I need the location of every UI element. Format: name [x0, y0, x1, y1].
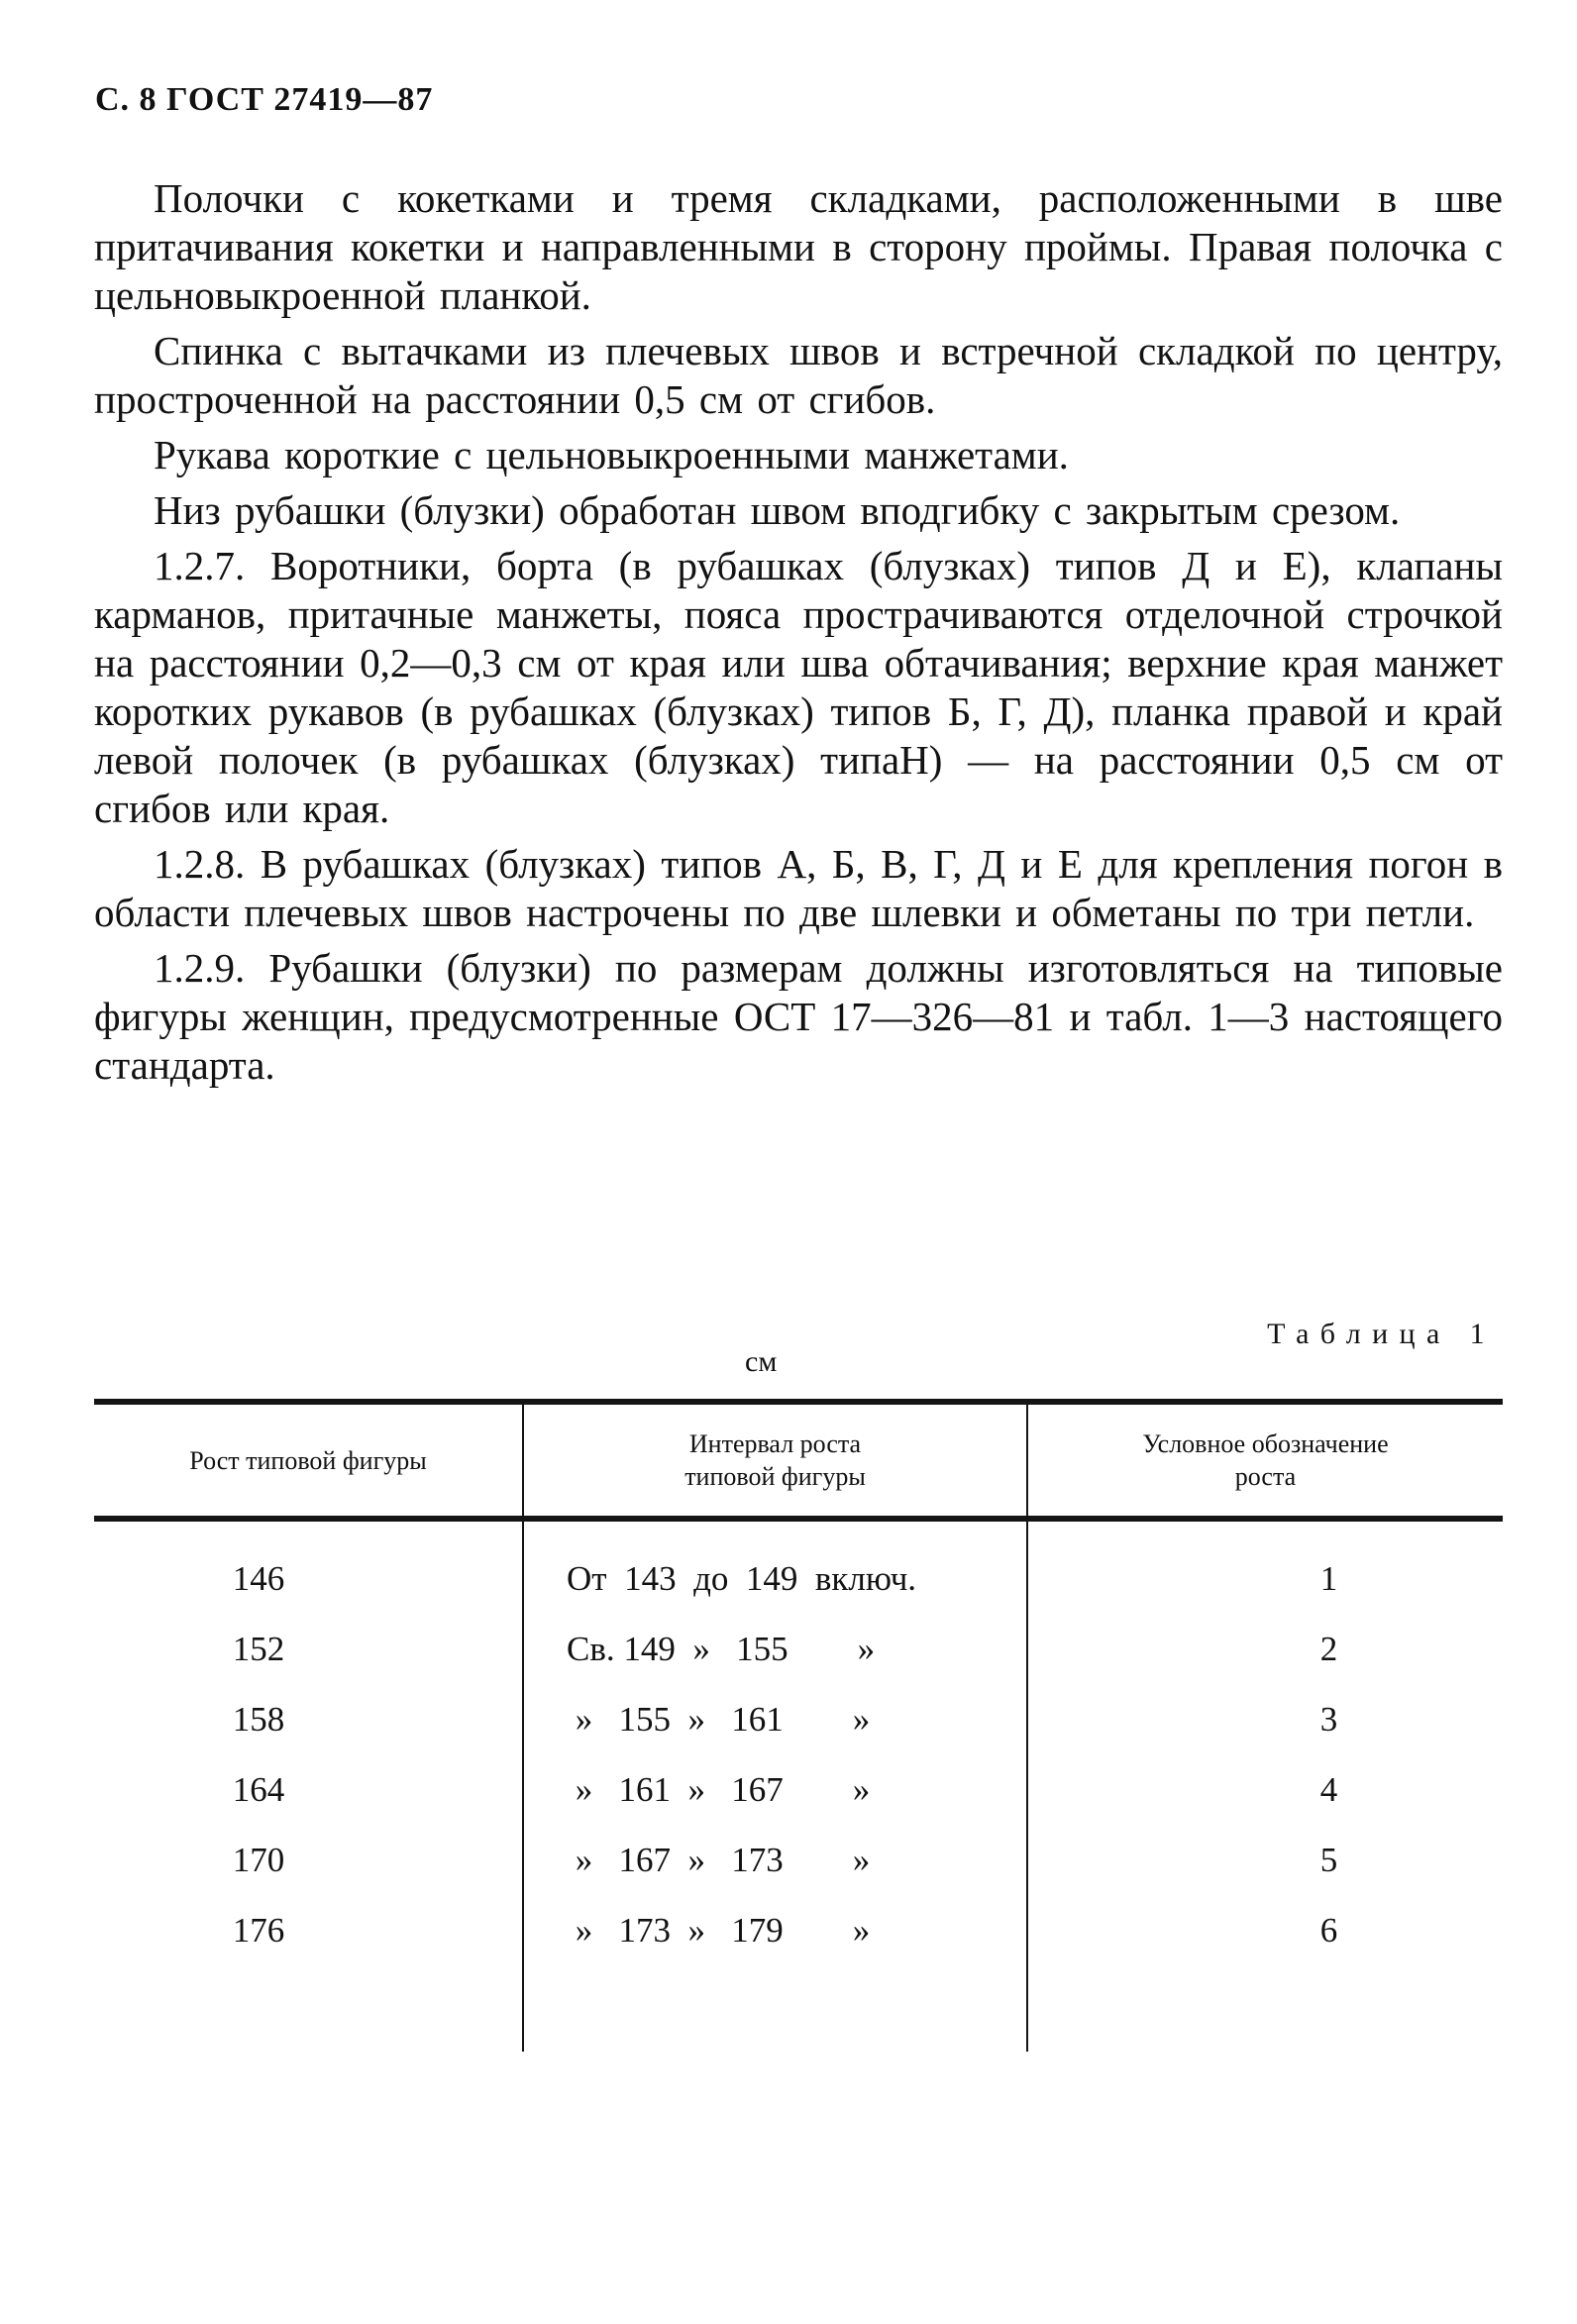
table-row	[94, 1825, 1503, 1895]
paragraph: Полочки с кокетками и тремя складками, расположенными в шве притачивания кокетки и направленными в сторону проймы. Правая полочка с цельновыкроенной планкой.	[94, 175, 1503, 318]
code-cell: 3	[1319, 1699, 1338, 1739]
code-cell: 6	[1319, 1910, 1338, 1950]
height-cell: 158	[232, 1699, 285, 1739]
table-row	[94, 1543, 1503, 1614]
paragraph: Спинка с вытачками из плечевых швов и встречной складкой по центру, простроченной на расстоянии 0,5 см от сгибов.	[94, 328, 1503, 422]
table-row	[94, 1895, 1503, 1965]
header-line: Рост типовой фигуры	[189, 1445, 427, 1475]
body-text	[94, 174, 1503, 1097]
height-cell: 146	[232, 1558, 285, 1598]
table-body	[94, 1543, 1503, 1965]
interval-cell: » 167 » 173 »	[567, 1840, 871, 1879]
paragraph-1-2-7: 1.2.7. Воротники, борта (в рубашках (блузках) типов Д и Е), клапаны карманов, притачные манжеты, пояса прострачиваются отделочной строчкой на расстоянии 0,2—0,3 см от края или шва обтачивания; верхние края манжет коротких рукавов (в рубашках (блузках) типов Б, Г, Д), планка правой и край левой полочек (в рубашках (блузках) типаН) — на расстоянии 0,5 см от сгибов или края.	[94, 543, 1503, 831]
code-cell: 1	[1319, 1558, 1338, 1598]
table-caption: Таблица 1	[1267, 1318, 1496, 1350]
height-cell: 170	[232, 1840, 285, 1879]
paragraph: Рукава короткие с цельновыкроенными манжетами.	[154, 432, 1069, 477]
code-cell: 5	[1319, 1840, 1338, 1879]
code-cell: 4	[1319, 1769, 1338, 1809]
height-cell: 152	[232, 1629, 285, 1668]
table-unit-label: см	[745, 1345, 778, 1378]
page-header: С. 8 ГОСТ 27419—87	[95, 81, 434, 118]
interval-cell: От 143 до 149 включ.	[567, 1558, 917, 1598]
height-cell: 176	[232, 1910, 285, 1950]
interval-cell: » 161 » 167 »	[567, 1769, 871, 1809]
interval-cell: Св. 149 » 155 »	[567, 1629, 876, 1668]
table-header-row	[94, 1405, 1503, 1522]
paragraph: Низ рубашки (блузки) обработан швом вподгибку с закрытым срезом.	[154, 487, 1401, 533]
header-height-column	[94, 1405, 522, 1516]
header-interval-column	[524, 1405, 1026, 1516]
header-line: типовой фигуры	[684, 1462, 866, 1491]
interval-cell: » 155 » 161 »	[567, 1699, 871, 1739]
code-cell: 2	[1319, 1629, 1338, 1668]
header-line: Условное обозначение	[1142, 1429, 1389, 1458]
header-line: Интервал роста	[688, 1429, 862, 1458]
table-row	[94, 1614, 1503, 1684]
size-table	[94, 1399, 1503, 2052]
header-code-column	[1028, 1405, 1503, 1516]
interval-cell: » 173 » 179 »	[567, 1910, 871, 1950]
table-row	[94, 1754, 1503, 1825]
height-cell: 164	[232, 1769, 285, 1809]
paragraph-1-2-9: 1.2.9. Рубашки (блузки) по размерам должны изготовляться на типовые фигуры женщин, предусмотренные ОСТ 17—326—81 и табл. 1—3 настоящего стандарта.	[94, 945, 1503, 1088]
paragraph-1-2-8: 1.2.8. В рубашках (блузках) типов А, Б, В, Г, Д и Е для крепления погон в области плечевых швов настрочены по две шлевки и обметаны по три петли.	[94, 841, 1503, 935]
header-line: роста	[1234, 1462, 1297, 1491]
table-row	[94, 1684, 1503, 1754]
